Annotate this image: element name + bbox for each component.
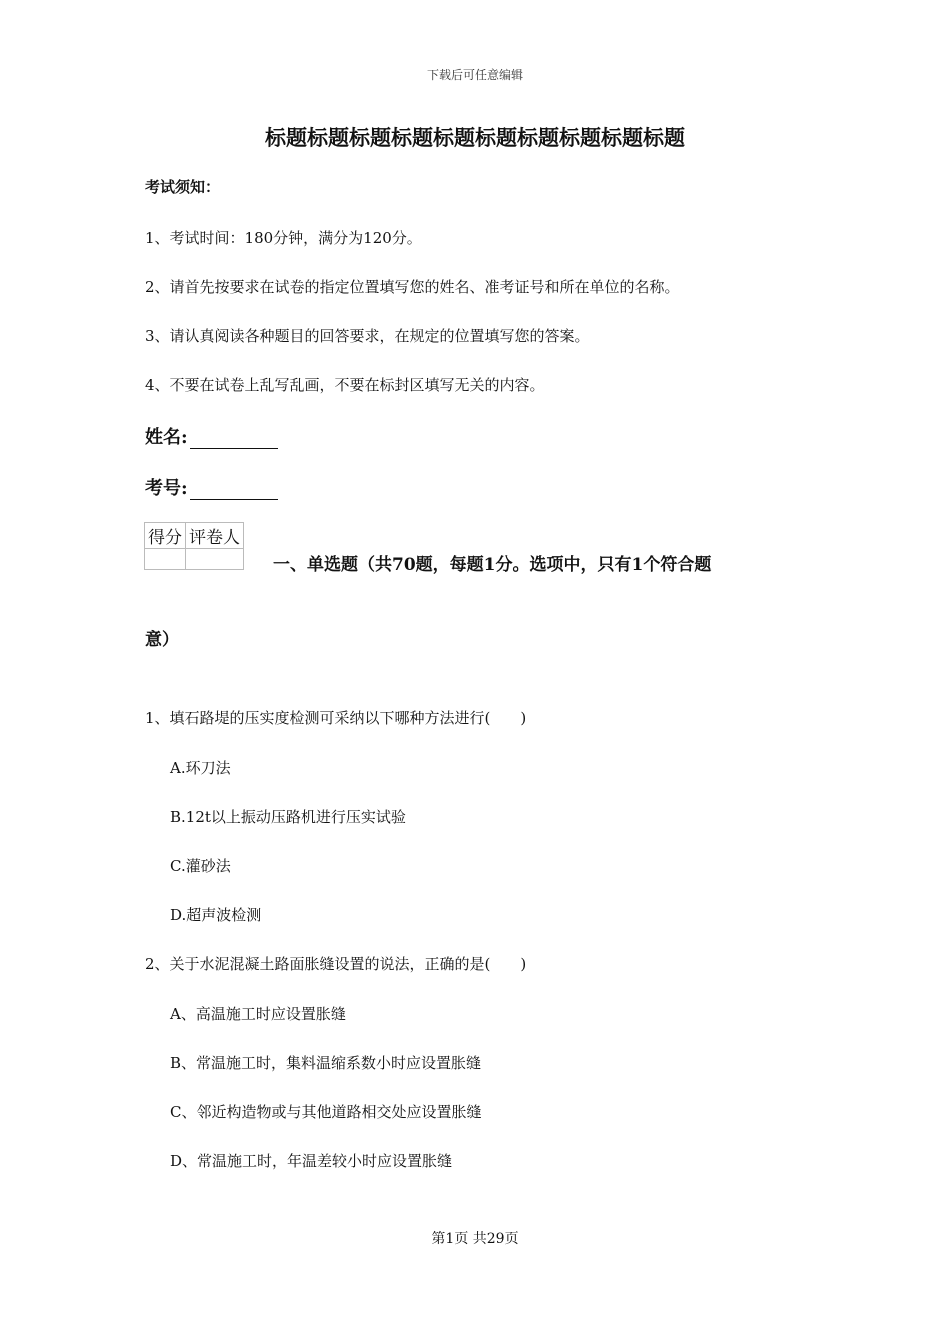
question-text: 1、填石路堤的压实度检测可采纳以下哪种方法进行( ) bbox=[145, 709, 527, 727]
question-text: 2、关于水泥混凝土路面胀缝设置的说法，正确的是( ) bbox=[145, 955, 527, 973]
score-table bbox=[144, 522, 244, 570]
grader-cell[interactable] bbox=[186, 549, 244, 570]
id-input-line[interactable] bbox=[190, 481, 278, 500]
notice-item: 4、不要在试卷上乱写乱画，不要在标封区填写无关的内容。 bbox=[145, 376, 545, 394]
header-note: 下载后可任意编辑 bbox=[426, 68, 523, 82]
question-option: D.超声波检测 bbox=[170, 906, 262, 924]
score-cell[interactable] bbox=[145, 549, 186, 570]
question-option: A、高温施工时应设置胀缝 bbox=[170, 1005, 346, 1023]
section-title: 一、单选题（共70题，每题1分。选项中，只有1个符合题 bbox=[273, 555, 712, 575]
document-title: 标题标题标题标题标题标题标题标题标题标题 bbox=[265, 125, 685, 150]
notice-heading: 考试须知： bbox=[145, 178, 221, 196]
question-option: C.灌砂法 bbox=[170, 857, 231, 875]
question-option: A.环刀法 bbox=[170, 759, 231, 777]
question-option: D、常温施工时，年温差较小时应设置胀缝 bbox=[170, 1152, 453, 1170]
score-header: 得分 bbox=[145, 523, 186, 549]
question-option: B、常温施工时，集料温缩系数小时应设置胀缝 bbox=[170, 1054, 482, 1072]
notice-item: 2、请首先按要求在试卷的指定位置填写您的姓名、准考证号和所在单位的名称。 bbox=[145, 278, 680, 296]
grader-header: 评卷人 bbox=[186, 523, 244, 549]
question-option: C、邻近构造物或与其他道路相交处应设置胀缝 bbox=[170, 1103, 482, 1121]
page-footer: 第1页 共29页 bbox=[431, 1231, 519, 1247]
section-title-continued: 意） bbox=[145, 630, 179, 650]
name-label: 姓名: bbox=[145, 427, 188, 448]
id-label: 考号: bbox=[145, 478, 188, 499]
name-input-line[interactable] bbox=[190, 430, 278, 449]
question-option: B.12t以上振动压路机进行压实试验 bbox=[170, 808, 406, 826]
name-field bbox=[145, 423, 278, 449]
id-field bbox=[145, 474, 278, 500]
notice-item: 3、请认真阅读各种题目的回答要求，在规定的位置填写您的答案。 bbox=[145, 327, 590, 345]
notice-item: 1、考试时间：180分钟，满分为120分。 bbox=[145, 229, 422, 247]
